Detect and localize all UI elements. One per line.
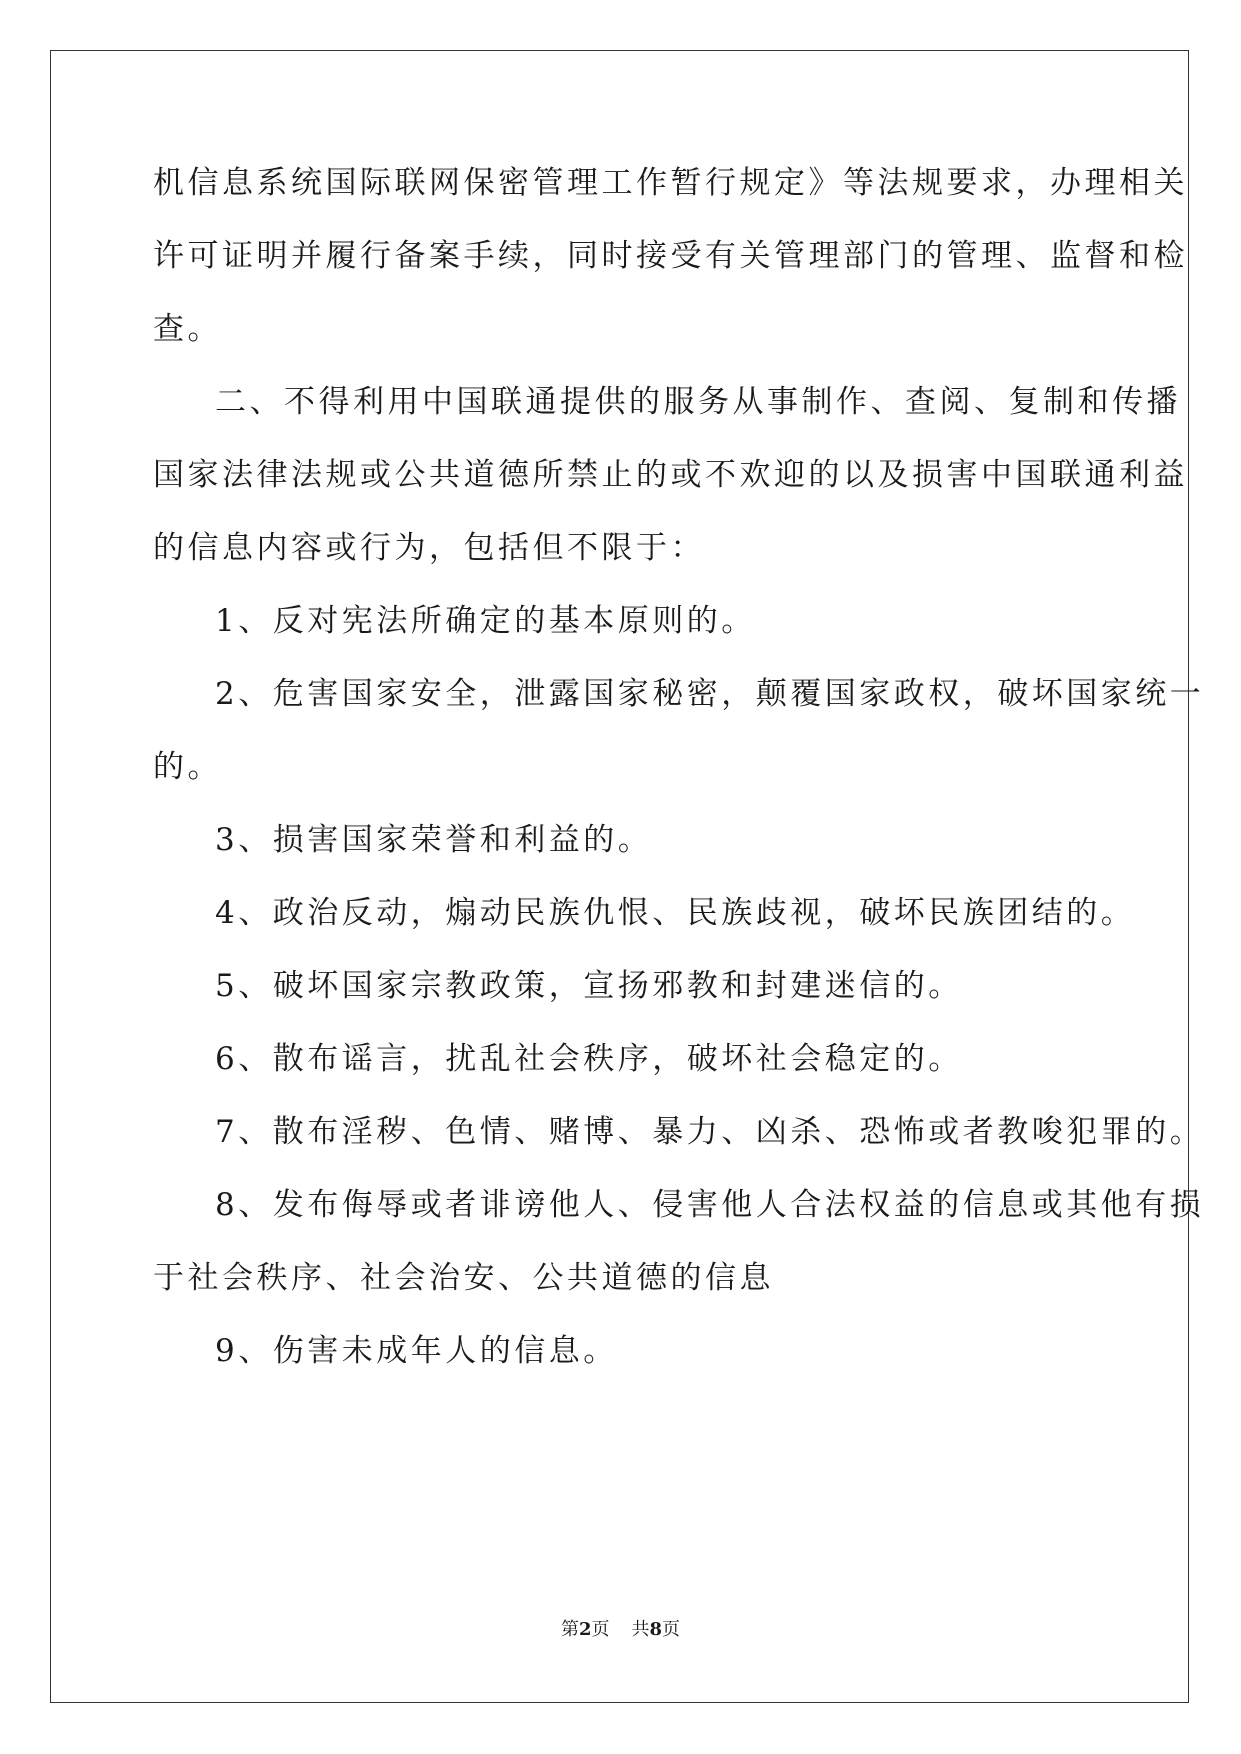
text-line: 的。 xyxy=(153,749,222,785)
page-prefix: 第 xyxy=(560,1619,579,1640)
list-item: 1、反对宪法所确定的基本原则的。 xyxy=(215,603,756,639)
paragraph-start: 二、不得利用中国联通提供的服务从事制作、查阅、复制和传播 xyxy=(215,384,1181,420)
total-suffix: 页 xyxy=(662,1619,681,1640)
page-border xyxy=(50,50,1189,1703)
page-suffix: 页 xyxy=(591,1619,610,1640)
list-item: 5、破坏国家宗教政策，宣扬邪教和封建迷信的。 xyxy=(215,968,963,1004)
text-line: 国家法律法规或公共道德所禁止的或不欢迎的以及损害中国联通利益 xyxy=(153,457,1188,493)
list-item: 8、发布侮辱或者诽谤他人、侵害他人合法权益的信息或其他有损 xyxy=(215,1187,1205,1223)
list-item: 7、散布淫秽、色情、赌博、暴力、凶杀、恐怖或者教唆犯罪的。 xyxy=(215,1114,1205,1150)
text-line: 机信息系统国际联网保密管理工作暂行规定》等法规要求，办理相关 xyxy=(153,165,1188,201)
text-line: 许可证明并履行备案手续，同时接受有关管理部门的管理、监督和检 xyxy=(153,238,1188,274)
text-line: 的信息内容或行为，包括但不限于： xyxy=(153,530,705,566)
list-item: 2、危害国家安全，泄露国家秘密，颠覆国家政权，破坏国家统一 xyxy=(215,676,1205,712)
total-pages: 8 xyxy=(649,1619,663,1640)
text-line: 于社会秩序、社会治安、公共道德的信息 xyxy=(153,1260,774,1296)
page-footer xyxy=(0,1618,1241,1642)
page-number: 2 xyxy=(578,1619,592,1640)
text-line: 查。 xyxy=(153,311,222,347)
list-item: 9、伤害未成年人的信息。 xyxy=(215,1333,618,1369)
list-item: 4、政治反动，煽动民族仇恨、民族歧视，破坏民族团结的。 xyxy=(215,895,1136,931)
list-item: 6、散布谣言，扰乱社会秩序，破坏社会稳定的。 xyxy=(215,1041,963,1077)
total-prefix: 共 xyxy=(631,1619,650,1640)
list-item: 3、损害国家荣誉和利益的。 xyxy=(215,822,653,858)
